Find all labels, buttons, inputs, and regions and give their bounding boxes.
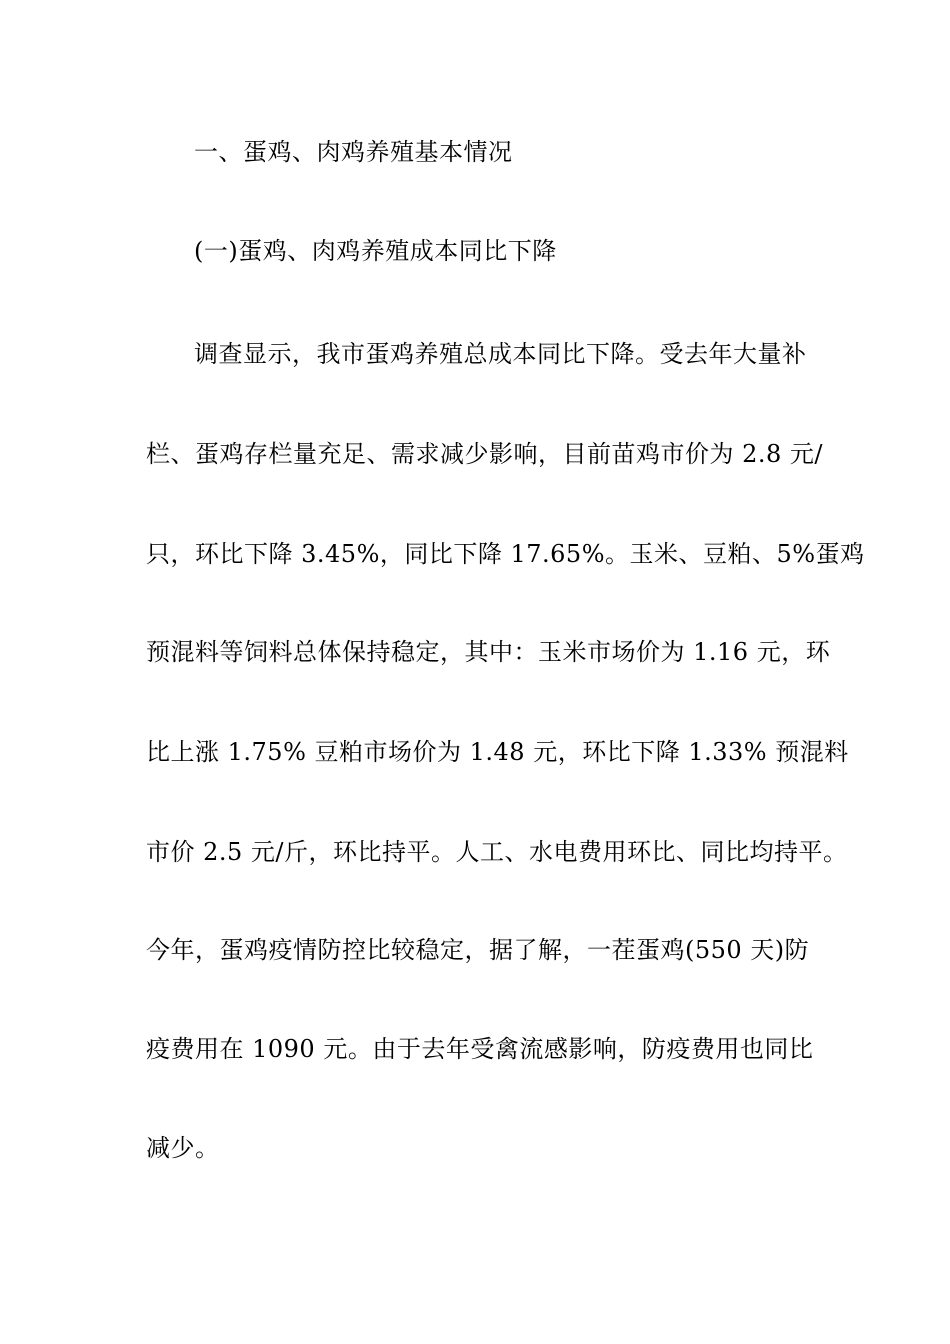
- paragraph-line: 调查显示，我市蛋鸡养殖总成本同比下降。受去年大量补: [194, 340, 807, 368]
- paragraph-line: 疫费用在 1090 元。由于去年受禽流感影响，防疫费用也同比: [146, 1035, 814, 1063]
- paragraph-line: 今年，蛋鸡疫情防控比较稳定，据了解，一茬蛋鸡(550 天)防: [146, 936, 810, 964]
- paragraph-line: 预混料等饲料总体保持稳定，其中：玉米市场价为 1.16 元，环: [146, 638, 831, 666]
- section-heading: 一、蛋鸡、肉鸡养殖基本情况: [194, 138, 513, 166]
- paragraph-line: 只，环比下降 3.45%，同比下降 17.65%。玉米、豆粕、5%蛋鸡: [146, 540, 865, 568]
- paragraph-line: 市价 2.5 元/斤，环比持平。人工、水电费用环比、同比均持平。: [146, 838, 848, 866]
- paragraph-line: 减少。: [146, 1134, 220, 1162]
- subsection-heading: (一)蛋鸡、肉鸡养殖成本同比下降: [194, 237, 557, 265]
- paragraph-line: 栏、蛋鸡存栏量充足、需求减少影响，目前苗鸡市价为 2.8 元/: [146, 440, 824, 468]
- paragraph-line: 比上涨 1.75% 豆粕市场价为 1.48 元，环比下降 1.33% 预混料: [146, 738, 849, 766]
